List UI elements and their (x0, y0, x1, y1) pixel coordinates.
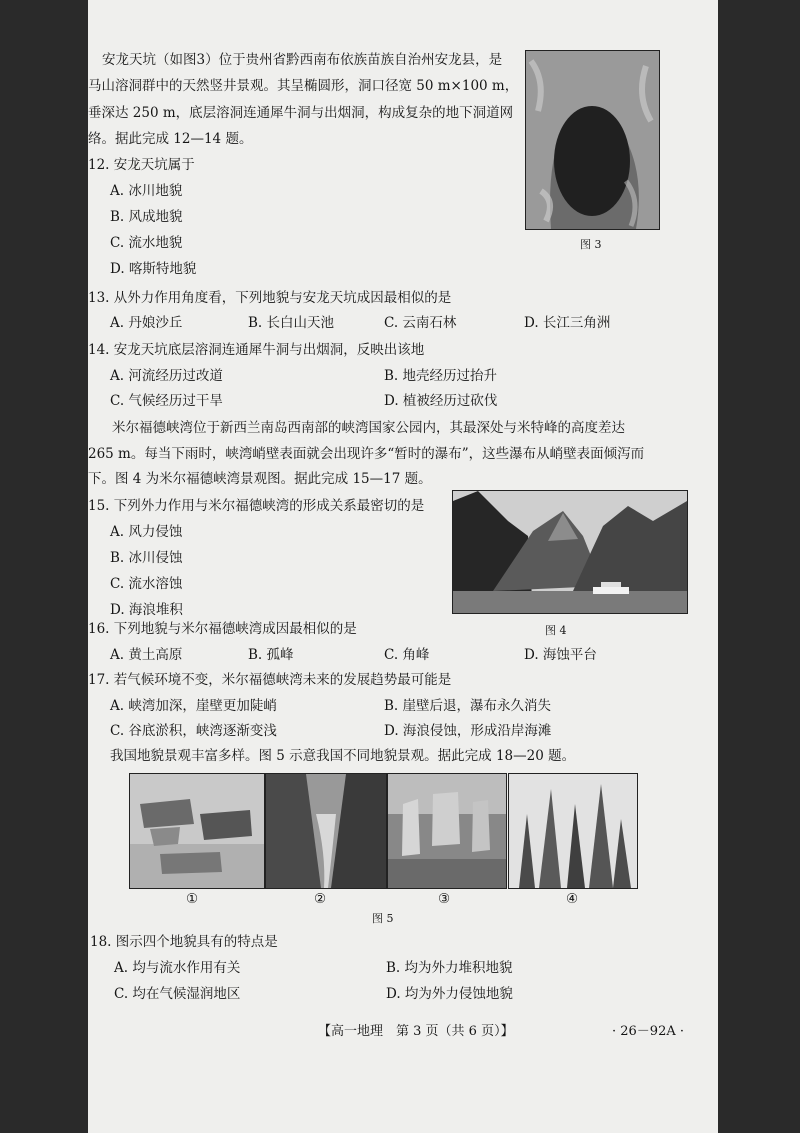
figure-5-label-3: ③ (438, 891, 451, 907)
figure-5-photo-4 (508, 773, 638, 889)
figure-4-fjord-photo (452, 490, 688, 614)
q17-option-b: B. 崖壁后退，瀑布永久消失 (384, 698, 552, 714)
q17-option-a: A. 峡湾加深，崖壁更加陡峭 (110, 698, 277, 714)
q14-option-b: B. 地壳经历过抬升 (384, 368, 498, 384)
intro-line: 络。据此完成 12—14 题。 (88, 131, 253, 147)
intro-line: 安龙天坑（如图3）位于贵州省黔西南布依族苗族自治州安龙县，是 (102, 52, 503, 68)
q12-option-d: D. 喀斯特地貌 (110, 261, 197, 277)
q16-option-c: C. 角峰 (384, 647, 430, 663)
figure-3-caption: 图 3 (580, 238, 602, 251)
q15-option-d: D. 海浪堆积 (110, 602, 183, 618)
q12-option-a: A. 冰川地貌 (110, 183, 183, 199)
question-16-stem: 16. 下列地貌与米尔福德峡湾成因最相似的是 (88, 621, 357, 637)
figure-5-label-1: ① (186, 891, 199, 907)
question-14-stem: 14. 安龙天坑底层溶洞连通犀牛洞与出烟洞，反映出该地 (88, 342, 425, 358)
exam-page (88, 0, 718, 1133)
q16-option-d: D. 海蚀平台 (524, 647, 597, 663)
question-17-stem: 17. 若气候环境不变，米尔福德峡湾未来的发展趋势最可能是 (88, 672, 452, 688)
question-13-stem: 13. 从外力作用角度看，下列地貌与安龙天坑成因最相似的是 (88, 290, 452, 306)
q17-option-d: D. 海浪侵蚀，形成沿岸海滩 (384, 723, 552, 739)
figure-5-photo-3 (387, 773, 507, 889)
figure-4-caption: 图 4 (545, 624, 567, 637)
intro-line: 米尔福德峡湾位于新西兰南岛西南部的峡湾国家公园内，其最深处与米特峰的高度差达 (112, 420, 625, 436)
q13-option-a: A. 丹娘沙丘 (110, 315, 183, 331)
figure-5-photo-1 (129, 773, 265, 889)
q13-option-c: C. 云南石林 (384, 315, 457, 331)
question-12-stem: 12. 安龙天坑属于 (88, 157, 195, 173)
figure-5-photo-2 (265, 773, 387, 889)
page-footer: 【高一地理 第 3 页（共 6 页）】 (318, 1024, 514, 1039)
figure-3-sinkhole-photo (525, 50, 660, 230)
q15-option-c: C. 流水溶蚀 (110, 576, 183, 592)
q17-option-c: C. 谷底淤积，峡湾逐渐变浅 (110, 723, 277, 739)
q15-option-b: B. 冰川侵蚀 (110, 550, 183, 566)
q12-option-b: B. 风成地貌 (110, 209, 183, 225)
q18-option-b: B. 均为外力堆积地貌 (386, 960, 513, 976)
figure-5-caption: 图 5 (372, 912, 394, 925)
question-18-stem: 18. 图示四个地貌具有的特点是 (90, 934, 278, 950)
figure-5-label-2: ② (314, 891, 327, 907)
page-code: · 26－92A · (612, 1024, 685, 1039)
q18-option-d: D. 均为外力侵蚀地貌 (386, 986, 513, 1002)
q12-option-c: C. 流水地貌 (110, 235, 183, 251)
q18-option-c: C. 均在气候湿润地区 (114, 986, 241, 1002)
q14-option-a: A. 河流经历过改道 (110, 368, 223, 384)
q14-option-d: D. 植被经历过砍伐 (384, 393, 498, 409)
q15-option-a: A. 风力侵蚀 (110, 524, 183, 540)
q13-option-d: D. 长江三角洲 (524, 315, 611, 331)
intro-line: 我国地貌景观丰富多样。图 5 示意我国不同地貌景观。据此完成 18—20 题。 (110, 748, 576, 764)
q13-option-b: B. 长白山天池 (248, 315, 335, 331)
intro-line: 下。图 4 为米尔福德峡湾景观图。据此完成 15—17 题。 (88, 471, 432, 487)
intro-line: 马山溶洞群中的天然竖井景观。其呈椭圆形，洞口径宽 50 m×100 m， (88, 78, 519, 94)
intro-line: 垂深达 250 m，底层溶洞连通犀牛洞与出烟洞，构成复杂的地下洞道网 (88, 105, 514, 121)
q16-option-b: B. 孤峰 (248, 647, 294, 663)
q14-option-c: C. 气候经历过干旱 (110, 393, 223, 409)
figure-5-label-4: ④ (566, 891, 579, 907)
question-15-stem: 15. 下列外力作用与米尔福德峡湾的形成关系最密切的是 (88, 498, 425, 514)
q18-option-a: A. 均与流水作用有关 (114, 960, 241, 976)
intro-line: 265 m。每当下雨时，峡湾峭壁表面就会出现许多“暂时的瀑布”，这些瀑布从峭壁表面倾泻而 (88, 446, 645, 462)
q16-option-a: A. 黄土高原 (110, 647, 183, 663)
